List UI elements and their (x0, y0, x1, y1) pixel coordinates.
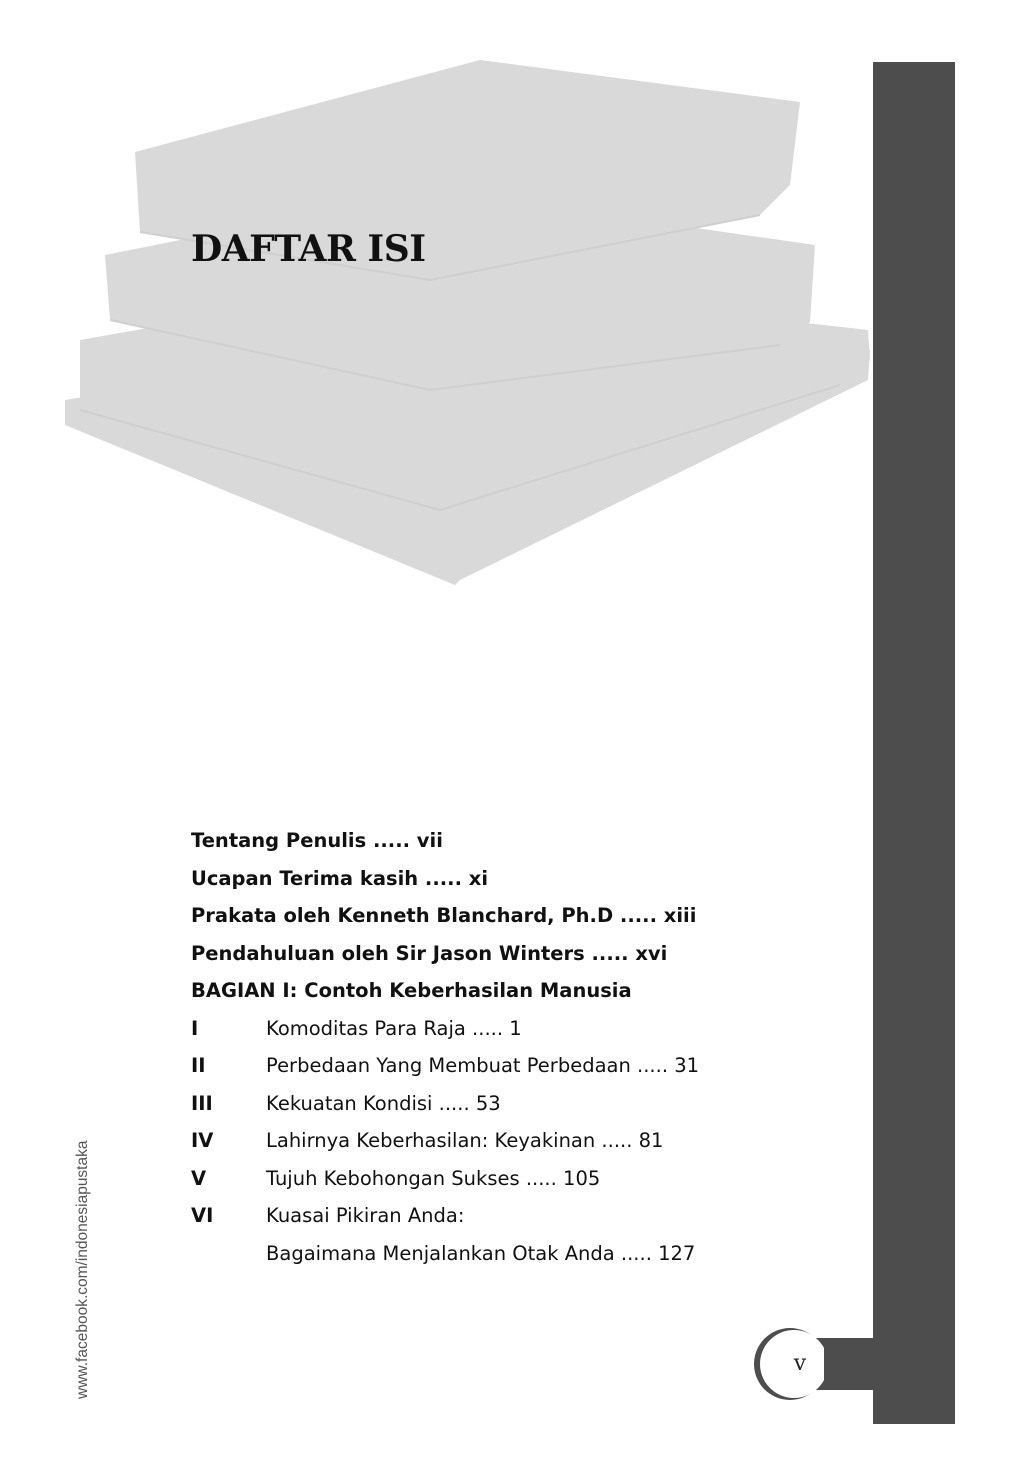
watermark-text: www.facebook.com/indonesiapustaka (74, 1140, 91, 1399)
watermark (62, 1115, 91, 1399)
chapter-title-continued: Bagaimana Menjalankan Otak Anda ..... 127 (266, 1241, 696, 1265)
page-number: v (793, 1351, 807, 1376)
toc-part-heading: BAGIAN I: Contoh Keberhasilan Manusia (191, 979, 632, 1002)
toc-entry-author[interactable]: Tentang Penulis ..... vii (191, 829, 443, 852)
table-of-contents (191, 822, 851, 1272)
toc-entry-foreword[interactable]: Prakata oleh Kenneth Blanchard, Ph.D ..... xiii (191, 904, 697, 927)
chapter-number: VI (191, 1204, 214, 1227)
toc-chapter-continuation[interactable] (191, 1235, 851, 1273)
toc-chapter[interactable] (191, 1085, 851, 1123)
toc-entry-acknowledgements[interactable]: Ucapan Terima kasih ..... xi (191, 866, 489, 890)
chapter-number: V (191, 1166, 207, 1190)
toc-chapter[interactable] (191, 1197, 851, 1235)
chapter-title: Tujuh Kebohongan Sukses ..... 105 (266, 1166, 601, 1190)
chapter-number: IV (191, 1129, 214, 1152)
chapter-number: II (191, 1054, 206, 1077)
chapter-title: Komoditas Para Raja ..... 1 (266, 1016, 522, 1040)
book-stack-illustration (0, 0, 1009, 620)
chapter-title: Lahirnya Keberhasilan: Keyakinan ..... 81 (266, 1129, 664, 1152)
chapter-title: Kekuatan Kondisi ..... 53 (266, 1091, 501, 1115)
chapter-number: III (191, 1091, 213, 1115)
toc-chapter[interactable] (191, 1122, 851, 1160)
page-title: DAFTAR ISI (191, 228, 426, 270)
chapter-number: I (191, 1016, 199, 1040)
chapter-title: Perbedaan Yang Membuat Perbedaan ..... 31 (266, 1054, 700, 1077)
toc-chapter[interactable] (191, 1010, 851, 1048)
toc-chapter[interactable] (191, 1160, 851, 1198)
toc-chapter[interactable] (191, 1047, 851, 1085)
chapter-title: Kuasai Pikiran Anda: (266, 1204, 465, 1227)
toc-entry-introduction[interactable]: Pendahuluan oleh Sir Jason Winters ..... xvi (191, 941, 668, 965)
side-bar (873, 62, 955, 1424)
